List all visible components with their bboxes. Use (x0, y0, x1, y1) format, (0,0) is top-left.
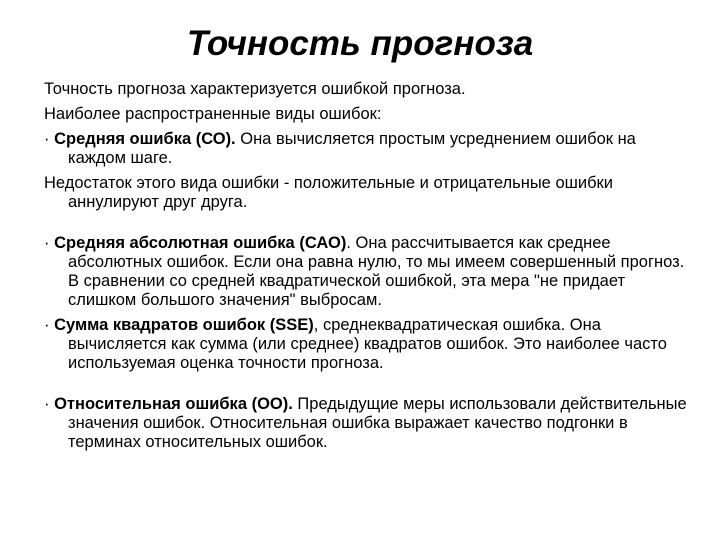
term-mean-error: Средняя ошибка (СО). (54, 130, 236, 148)
desc-sse: , среднеквадратическая ошибка. Она вычисляется как сумма (или среднее) квадратов ошибок. Это наиболее часто используемая оценка точности прогноза. (68, 316, 667, 372)
bullet-marker: · (44, 130, 55, 148)
paragraph-types: Наиболее распространенные виды ошибок: (44, 105, 382, 123)
bullet-mean-error (44, 130, 694, 168)
term-sse: Сумма квадратов ошибок (SSE) (54, 316, 314, 334)
bullet-sse (44, 316, 694, 373)
term-mean-absolute-error: Средняя абсолютная ошибка (САО) (54, 234, 347, 252)
paragraph-intro: Точность прогноза характеризуется ошибкой прогноза. (44, 80, 466, 98)
desc-mean-absolute-error: . Она рассчитывается как среднее абсолютных ошибок. Если она равна нулю, то мы имеем совершенный прогноз. В сравнении со средней квадратической ошибкой, эта мера "не придает слишком большого значения" выбросам. (68, 234, 685, 309)
desc-mean-error: Она вычисляется простым усреднением ошибок на каждом шаге. (68, 130, 636, 167)
bullet-marker: · (44, 395, 55, 413)
bullet-relative-error (44, 395, 694, 452)
bullet-marker: · (44, 234, 55, 252)
desc-relative-error: Предыдущие меры использовали действительные значения ошибок. Относительная ошибка выражает качество подгонки в терминах относительных ошибок. (68, 395, 687, 451)
paragraph-drawback: Недостаток этого вида ошибки - положительные и отрицательные ошибки аннулируют друг друга. (44, 174, 613, 211)
bullet-mean-absolute-error (44, 234, 694, 310)
slide-title: Точность прогноза (186, 24, 534, 63)
term-relative-error: Относительная ошибка (ОО). (54, 395, 293, 413)
bullet-marker: · (44, 316, 55, 334)
slide-body (44, 80, 694, 458)
